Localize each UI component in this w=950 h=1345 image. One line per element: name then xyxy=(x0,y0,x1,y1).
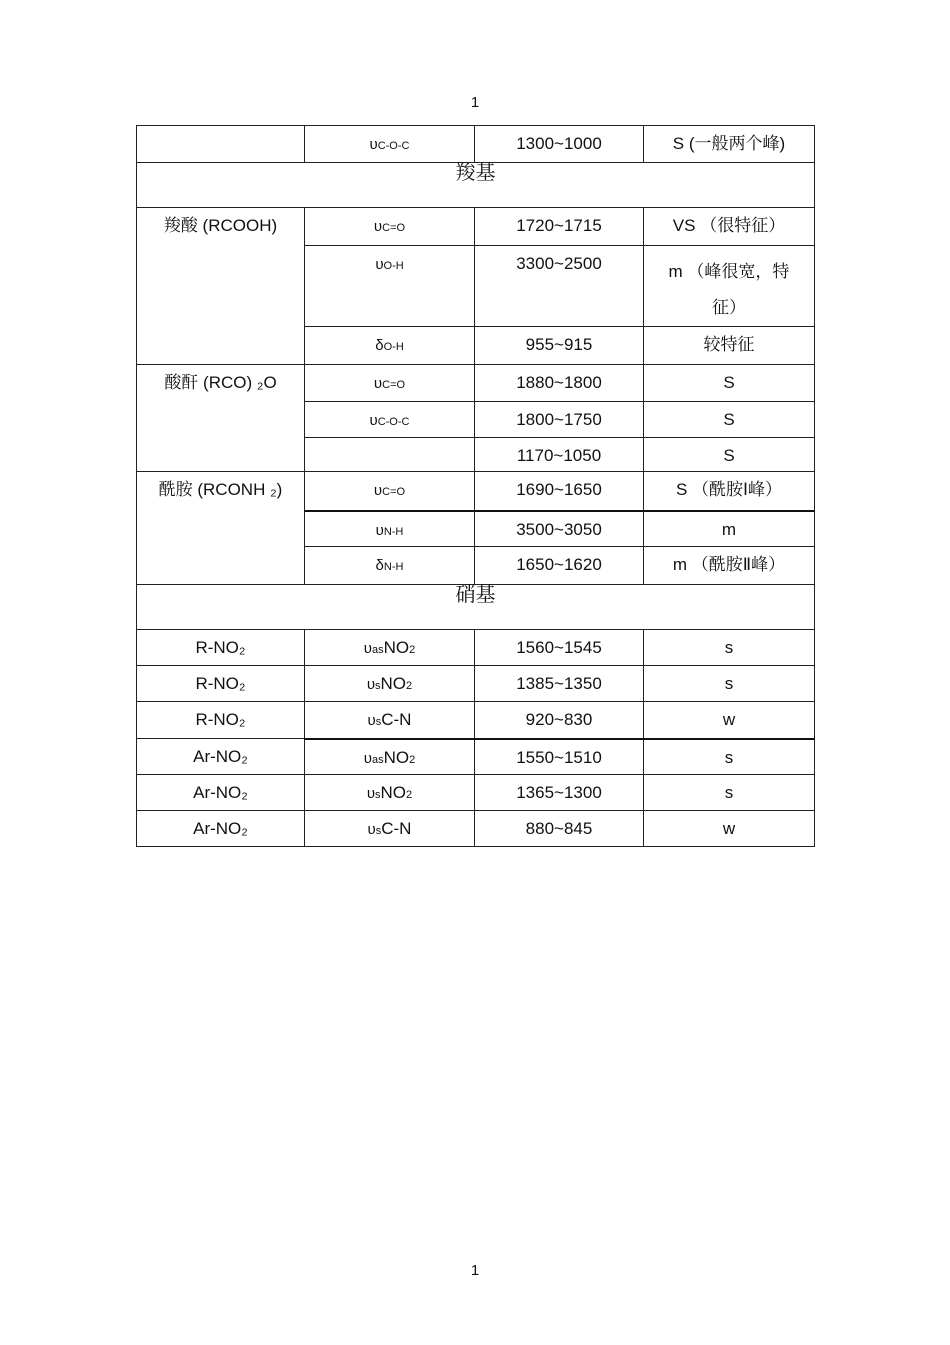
wavenumber-range-cell: 1690~1650 xyxy=(475,472,644,511)
compound-cell: 羧酸 (RCOOH) xyxy=(137,208,305,365)
mode-subscript: N-H xyxy=(383,561,404,573)
vibration-mode-cell xyxy=(305,702,475,739)
compound-cell: Ar-NO₂ xyxy=(137,775,305,811)
mode-tail-subscript: 2 xyxy=(406,680,413,692)
vibration-mode-cell xyxy=(305,547,475,585)
compound-cell: R-NO₂ xyxy=(137,702,305,739)
intensity-cell: s xyxy=(644,739,815,775)
mode-subscript: O-H xyxy=(383,260,404,272)
vibration-mode-cell xyxy=(305,126,475,163)
intensity-cell: s xyxy=(644,775,815,811)
vibration-mode-cell xyxy=(305,666,475,702)
wavenumber-range-cell: 1800~1750 xyxy=(475,402,644,438)
wavenumber-range-cell: 1560~1545 xyxy=(475,630,644,666)
compound-cell: 酸酐 (RCO) ₂O xyxy=(137,365,305,472)
vibration-mode-cell xyxy=(305,511,475,547)
vibration-mode-cell xyxy=(305,775,475,811)
mode-symbol: υ xyxy=(373,375,383,392)
compound-cell: R-NO₂ xyxy=(137,630,305,666)
table-row xyxy=(137,208,815,246)
mode-symbol: υ xyxy=(369,412,378,429)
table-row xyxy=(137,666,815,702)
mode-symbol: υ xyxy=(366,676,376,693)
table-row xyxy=(137,811,815,847)
mode-tail-subscript: 2 xyxy=(409,753,416,766)
table-row xyxy=(137,702,815,739)
intensity-cell: m xyxy=(644,511,815,547)
compound-cell: 酰胺 (RCONH ₂) xyxy=(137,472,305,585)
page-number-top: 1 xyxy=(470,94,480,111)
mode-tail-subscript: 2 xyxy=(406,789,413,801)
mode-group: NO xyxy=(383,638,410,657)
mode-subscript: as xyxy=(371,644,384,656)
mode-symbol: υ xyxy=(375,521,384,539)
intensity-cell: S xyxy=(644,402,815,438)
intensity-cell: w xyxy=(644,811,815,847)
mode-symbol: υ xyxy=(363,749,372,767)
intensity-cell: m （酰胺Ⅱ峰） xyxy=(644,547,815,585)
compound-cell xyxy=(137,126,305,163)
wavenumber-range-cell: 3500~3050 xyxy=(475,511,644,547)
mode-symbol: υ xyxy=(366,785,376,802)
intensity-cell: S （酰胺Ⅰ峰） xyxy=(644,472,815,511)
mode-subscript: s xyxy=(375,716,382,728)
section-title: 羧基 xyxy=(137,163,815,208)
wavenumber-range-cell: 1365~1300 xyxy=(475,775,644,811)
intensity-cell: s xyxy=(644,666,815,702)
mode-symbol: δ xyxy=(375,557,384,574)
intensity-cell: S (一般两个峰) xyxy=(644,126,815,163)
mode-subscript: C=O xyxy=(382,222,406,234)
mode-group: NO xyxy=(383,747,410,767)
mode-subscript: O-H xyxy=(383,341,404,353)
vibration-mode-cell xyxy=(305,472,475,511)
mode-symbol: δ xyxy=(375,337,384,354)
intensity-cell: 较特征 xyxy=(644,327,815,365)
mode-group: C-N xyxy=(381,710,412,729)
page-number-bottom: 1 xyxy=(470,1262,480,1279)
wavenumber-range-cell: 955~915 xyxy=(475,327,644,365)
intensity-cell: w xyxy=(644,702,815,739)
intensity-cell: VS （很特征） xyxy=(644,208,815,246)
wavenumber-range-cell: 1550~1510 xyxy=(475,739,644,775)
compound-cell: R-NO₂ xyxy=(137,666,305,702)
mode-group: NO xyxy=(380,783,407,802)
mode-symbol: υ xyxy=(367,712,376,729)
mode-subscript: s xyxy=(375,825,382,837)
wavenumber-range-cell: 1170~1050 xyxy=(475,438,644,472)
compound-cell: Ar-NO₂ xyxy=(137,739,305,775)
table-row xyxy=(137,775,815,811)
intensity-cell: S xyxy=(644,438,815,472)
vibration-mode-cell xyxy=(305,246,475,327)
intensity-cell: s xyxy=(644,630,815,666)
mode-subscript: N-H xyxy=(383,525,404,538)
vibration-mode-cell xyxy=(305,402,475,438)
mode-subscript: C=O xyxy=(382,379,406,391)
section-header-row xyxy=(137,163,815,208)
table-row xyxy=(137,365,815,402)
vibration-mode-cell xyxy=(305,739,475,775)
mode-symbol: υ xyxy=(375,256,384,273)
mode-symbol: υ xyxy=(363,640,372,657)
mode-tail-subscript: 2 xyxy=(409,644,416,656)
mode-subscript: s xyxy=(375,680,381,692)
intensity-cell: m （峰很宽，特征） xyxy=(644,246,815,327)
mode-symbol: υ xyxy=(373,218,383,235)
mode-group: NO xyxy=(380,674,407,693)
mode-symbol: υ xyxy=(373,482,383,499)
wavenumber-range-cell: 920~830 xyxy=(475,702,644,739)
intensity-cell: S xyxy=(644,365,815,402)
compound-cell: Ar-NO₂ xyxy=(137,811,305,847)
section-title: 硝基 xyxy=(137,585,815,630)
wavenumber-range-cell: 1880~1800 xyxy=(475,365,644,402)
mode-symbol: υ xyxy=(367,821,376,838)
vibration-mode-cell xyxy=(305,630,475,666)
mode-subscript: as xyxy=(371,753,384,766)
table-row xyxy=(137,126,815,163)
mode-subscript: C-O-C xyxy=(377,416,410,428)
vibration-mode-cell xyxy=(305,811,475,847)
mode-subscript: s xyxy=(375,789,381,801)
vibration-mode-cell xyxy=(305,438,475,472)
vibration-mode-cell xyxy=(305,208,475,246)
table-row xyxy=(137,739,815,775)
ir-absorption-table xyxy=(136,125,815,847)
mode-symbol: υ xyxy=(369,136,378,153)
mode-group: C-N xyxy=(381,819,412,838)
section-header-row xyxy=(137,585,815,630)
wavenumber-range-cell: 1650~1620 xyxy=(475,547,644,585)
vibration-mode-cell xyxy=(305,327,475,365)
mode-subscript: C=O xyxy=(382,486,406,498)
wavenumber-range-cell: 1385~1350 xyxy=(475,666,644,702)
wavenumber-range-cell: 1720~1715 xyxy=(475,208,644,246)
mode-subscript: C-O-C xyxy=(377,140,410,152)
table-row xyxy=(137,630,815,666)
wavenumber-range-cell: 3300~2500 xyxy=(475,246,644,327)
table-row xyxy=(137,472,815,511)
wavenumber-range-cell: 880~845 xyxy=(475,811,644,847)
vibration-mode-cell xyxy=(305,365,475,402)
wavenumber-range-cell: 1300~1000 xyxy=(475,126,644,163)
